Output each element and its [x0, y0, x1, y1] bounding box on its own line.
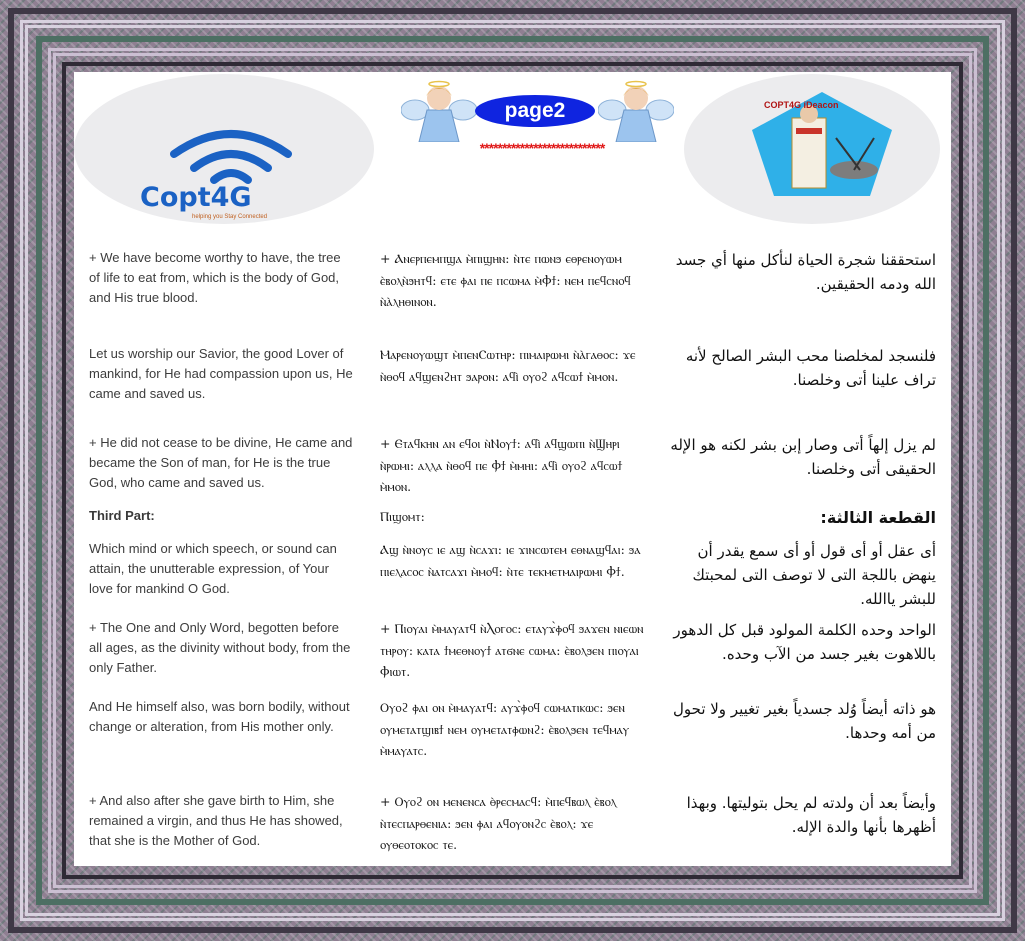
english-verse: + The One and Only Word, begotten before all ages, as the divinity without body, from the only Father. [89, 620, 351, 675]
coptic-verse: Ⲟⲩⲟϩ ⲫⲁⲓ ⲟⲛ ⲙ̀ⲙⲁⲩⲁⲧϥ: ⲁⲩϫ̀ⲫⲟϥ ⲥⲱⲙⲁⲧⲓⲕⲱⲥ: ϧⲉⲛ ⲟⲩⲙⲉⲧⲁⲧϣⲓⲃϯ ⲛⲉⲙ ⲟⲩⲙⲉⲧⲁⲧⲫⲱⲛϩ: ⲉ̀ⲃⲟⲗϧⲉⲛ ⲧⲉϥⲙⲁⲩ ⲙ̀ⲙⲁⲩⲁⲧⲥ. [380, 700, 630, 758]
angel-icon [401, 80, 477, 142]
arabic-verse: استحققنا شجرة الحياة لنأكل منها أي جسد الله ودمه الحقيقين. [675, 251, 936, 293]
english-verse: + He did not cease to be divine, He came and became the Son of man, for He is the true God, who came and saved us. [89, 435, 353, 490]
coptic-verse: + Ⲉⲧⲁϥⲕⲏⲛ ⲁⲛ ⲉϥⲟⲓ ⲛ̀Ⲛⲟⲩϯ: ⲁϥⲓ̀ ⲁϥϣⲱⲡⲓ ⲛ̀Ϣⲏⲣⲓ ⲛ̀ⲣⲱⲙⲓ: ⲁⲗⲗⲁ ⲛ̀ⲑⲟϥ ⲡⲉ Ⲫϯ ⲙ̀ⲙⲏⲓ: ⲁϥⲓ̀ ⲟⲩⲟϩ ⲁϥⲥⲱϯ ⲙ̀ⲙⲟⲛ. [380, 436, 623, 494]
english-verse: Which mind or which speech, or sound can attain, the unutterable expression, of Your love for mankind O God. [89, 541, 337, 596]
english-verse: + We have become worthy to have, the tree of life to eat from, which is the body of God, and His true blood. [89, 250, 341, 305]
arabic-verse: أى عقل أو أى قول أو أى سمع يقدر أن ينهض باللجة التى لا توصف التى لمحبتك للبشر ياالله. [692, 542, 936, 608]
logo-wordmark: Copt4G [140, 182, 252, 213]
coptic-verse: Ⲁϣ ⲛ̀ⲛⲟⲩⲥ ⲓⲉ ⲁϣ ⲛ̀ⲥⲁϫⲓ: ⲓⲉ ϫⲓⲛⲥⲱⲧⲉⲙ ⲉⲑⲛⲁϣϥⲁⲓ: ϧⲁ ⲡⲓⲉⲗⲁⲥⲟⲥ ⲛ̀ⲁⲧⲥⲁϫⲓ ⲙ̀ⲙⲟϥ: ⲛ̀ⲧⲉ ⲧⲉⲕⲙⲉⲧⲙⲁⲓⲣⲱⲙⲓ Ⲫϯ. [380, 542, 641, 579]
arabic-verse: وأيضاً بعد أن ولدته لم يحل بتوليتها. وبهذا أظهرها بأنها والدة الإله. [686, 794, 936, 836]
coptic-verse: Ⲙⲁⲣⲉⲛⲟⲩⲱϣⲧ ⲙ̀ⲡⲉⲛⲤⲱⲧⲏⲣ: ⲡⲓⲙⲁⲓⲣⲱⲙⲓ ⲛ̀ⲁ̀ⲅⲁⲑⲟⲥ: ϫⲉ ⲛ̀ⲑⲟϥ ⲁϥϣⲉⲛϩⲏⲧ ϧⲁⲣⲟⲛ: ⲁϥⲓ̀ ⲟⲩⲟϩ ⲁϥⲥⲱϯ ⲙ̀ⲙⲟⲛ. [380, 347, 636, 384]
copt4g-logo [136, 122, 326, 220]
arabic-verse: لم يزل إلهاً أتى وصار إبن بشر لكنه هو الإله الحقيقى أتى وخلصنا. [670, 436, 936, 478]
logo-tagline: helping you Stay Connected [192, 214, 268, 220]
coptic-verse: + Ⲁⲛⲉⲣⲡⲉⲙⲡϣⲁ ⲙ̀ⲡⲓϣⲏⲛ: ⲛ̀ⲧⲉ ⲡⲱⲛϧ ⲉⲑⲣⲉⲛⲟⲩⲱⲙ ⲉ̀ⲃⲟⲗⲛ̀ϧⲏⲧϥ: ⲉⲧⲉ ⲫⲁⲓ ⲡⲉ ⲡⲥⲱⲙⲁ ⲙ̀Ⲫϯ: ⲛⲉⲙ ⲡⲉϥⲥⲛⲟϥ ⲛ̀ⲁ̀ⲗⲏⲑⲓⲛⲟⲛ. [380, 251, 631, 309]
arabic-verse: هو ذاته أيضاً وُلد جسدياً بغير تغيير ولا تحول من أمه وحدها. [672, 700, 936, 742]
english-verse: And He himself also, was born bodily, without change or alteration, from His mother only. [89, 699, 350, 734]
english-section-heading: Third Part: [89, 508, 155, 523]
coptic-verse: + Ⲡⲓⲟⲩⲁⲓ ⲙ̀ⲙⲁⲩⲁⲧϥ ⲛ̀Ⲗⲟⲅⲟⲥ: ⲉⲧⲁⲩϫ̀ⲫⲟϥ ϧⲁϫⲉⲛ ⲛⲓⲉⲱⲛ ⲧⲏⲣⲟⲩ: ⲕⲁⲧⲁ ϯⲙⲉⲑⲛⲟⲩϯ ⲁⲧϭⲛⲉ ⲥⲱⲙⲁ: ⲉ̀ⲃⲟⲗϧⲉⲛ ⲡⲓⲟⲩⲁⲓ Ⲫⲓⲱⲧ. [380, 621, 644, 679]
angel-icon [598, 80, 674, 142]
arabic-verse: فلنسجد لمخلصنا محب البشر الصالح لأنه تراف علينا أتى وخلصنا. [685, 347, 936, 389]
ideacon-logo-title: COPT4G iDeacon [764, 100, 839, 110]
arabic-section-heading: القطعة الثالثة: [820, 508, 936, 527]
page-number-badge: page2 [475, 95, 595, 127]
coptic-section-heading: Ⲡⲓϣⲟⲙⲧ: [380, 509, 425, 524]
star-divider: **************************** [479, 140, 605, 156]
coptic-verse: + Ⲟⲩⲟϩ ⲟⲛ ⲙⲉⲛⲉⲛⲥⲁ ⲑ̀ⲣⲉⲥⲙⲁⲥϥ: ⲙ̀ⲡⲉϥⲃⲱⲗ ⲉ̀ⲃⲟⲗ ⲛ̀ⲧⲉⲥⲡⲁⲣⲑⲉⲛⲓⲁ: ϧⲉⲛ ⲫⲁⲓ ⲁϥⲟⲩⲟⲛϩⲥ ⲉ̀ⲃⲟⲗ: ϫⲉ ⲟⲩⲑⲉⲟⲧⲟⲕⲟⲥ ⲧⲉ. [380, 794, 617, 852]
english-verse: + And also after she gave birth to Him, she remained a virgin, and thus He has showed, that she is the Mother of God. [89, 793, 343, 848]
english-verse: Let us worship our Savior, the good Lover of mankind, for He had compassion upon us, He came and saved us. [89, 346, 353, 401]
arabic-verse: الواحد وحده الكلمة المولود قبل كل الدهور باللاهوت بغير جسد من الآب وحده. [673, 621, 936, 663]
content-page [74, 72, 951, 866]
